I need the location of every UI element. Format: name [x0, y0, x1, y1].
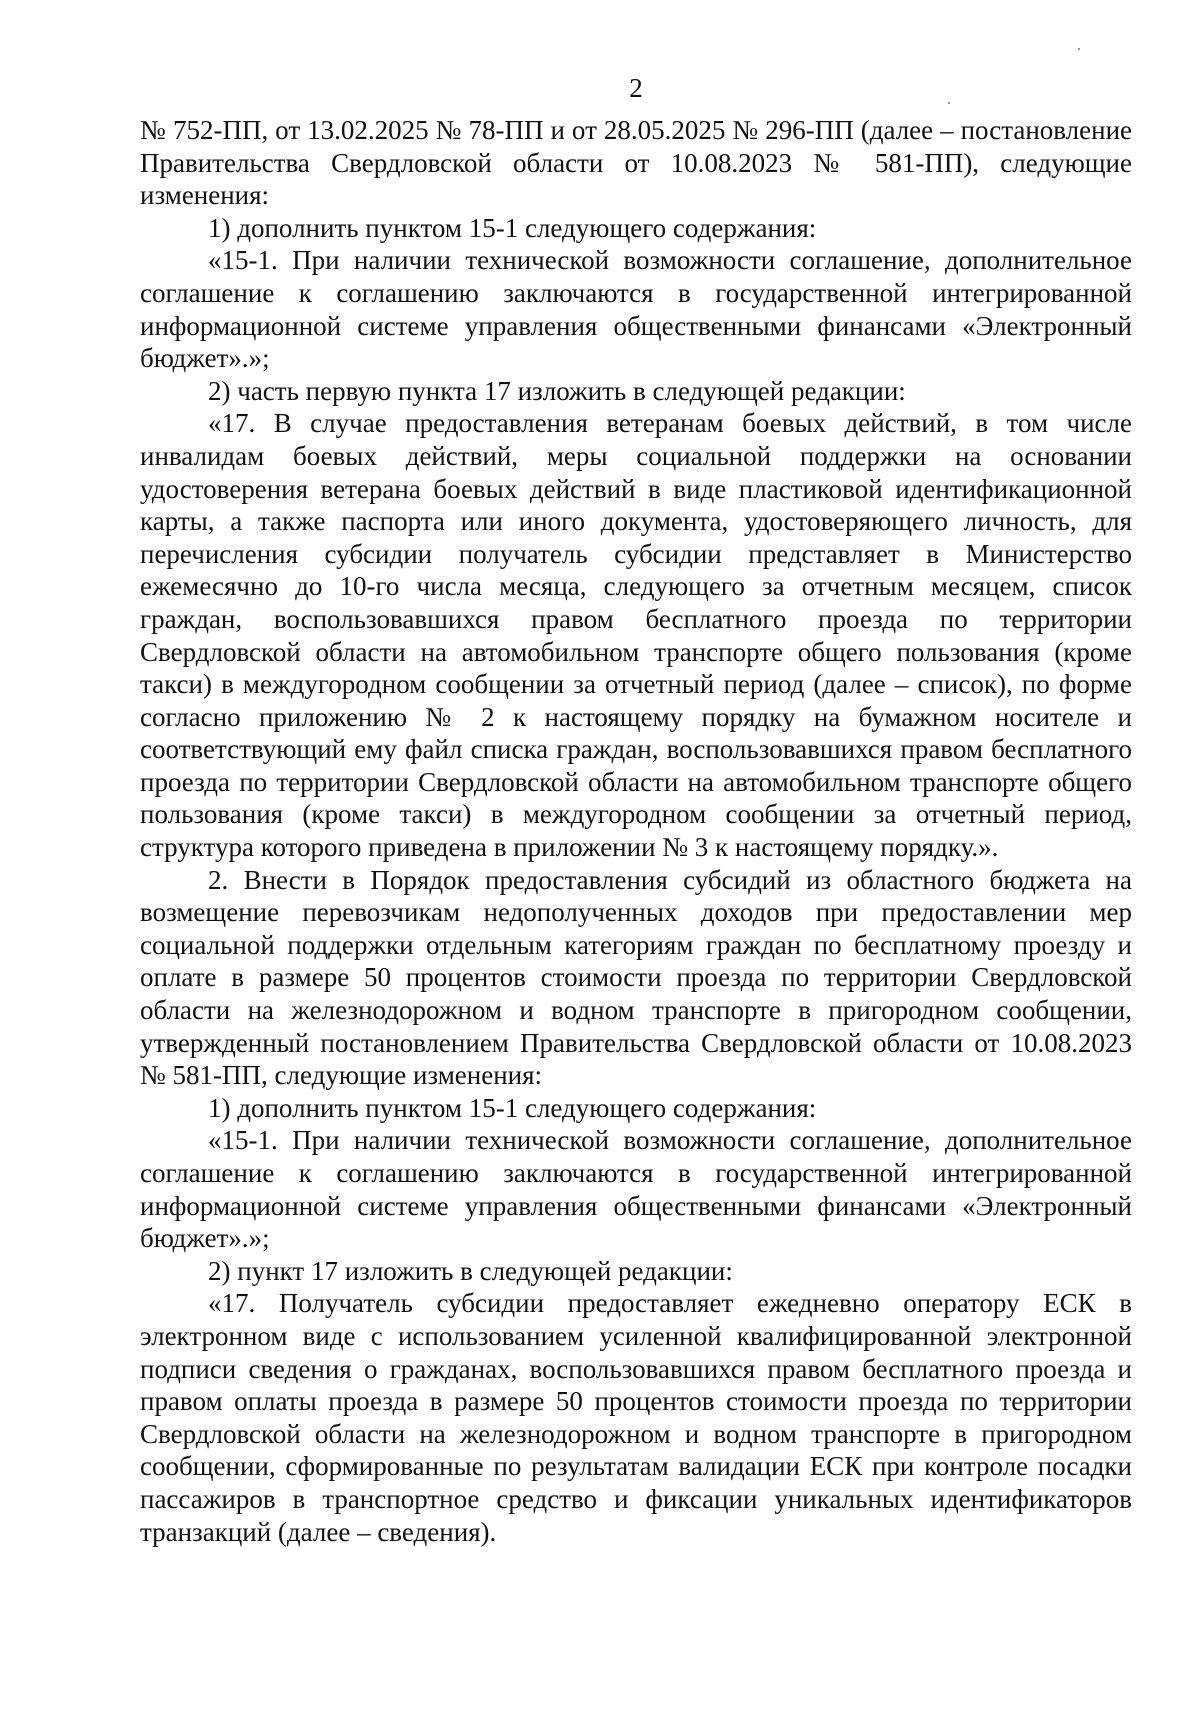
paragraph-quoted-clause-17: «17. Получатель субсидии предоставляет ежедневно оператору ЕСК в электронном виде с использованием усиленной квалифицированной электронной подписи сведения о гражданах, воспользовавшихся правом бесплатного проезда и правом оплаты проезда в размере 50 процентов стоимости проезда по территории Свердловской области на железнодорожном и водном транспорте в пригородном сообщении, сформированные по результатам валидации ЕСК при контроле посадки пассажиров в транспортное средство и фиксации уникальных идентификаторов транзакций (далее – сведения). [140, 1288, 1132, 1547]
paragraph-amendment-item-2: 2) часть первую пункта 17 изложить в следующей редакции: [208, 375, 906, 406]
paragraph-amendment-item-1: 1) дополнить пунктом 15-1 следующего содержания: [208, 1092, 817, 1123]
paragraph-amendment-item-2: 2) пункт 17 изложить в следующей редакции: [208, 1255, 733, 1286]
paragraph-section-2: 2. Внести в Порядок предоставления субсидий из областного бюджета на возмещение перевозчикам недополученных доходов при предоставлении мер социальной поддержки отдельным категориям граждан по бесплатному проезду и оплате в размере 50 процентов стоимости проезда по территории Свердловской области на железнодорожном и водном транспорте в пригородном сообщении, утвержденный постановлением Правительства Свердловской области от 10.08.2023 № 581-ПП, следующие изменения: [140, 864, 1132, 1091]
paragraph-quoted-clause-15-1: «15-1. При наличии технической возможности соглашение, дополнительное соглашение к соглашению заключаются в государственной интегрированной информационной системе управления общественными финансами «Электронный бюджет».»; [140, 1125, 1132, 1254]
page-number: 2 [629, 73, 643, 103]
paragraph-continuation: № 752-ПП, от 13.02.2025 № 78-ПП и от 28.05.2025 № 296-ПП (далее – постановление Правительства Свердловской области от 10.08.2023 № 581-ПП), следующие изменения: [140, 115, 1132, 211]
scan-speck [948, 102, 950, 104]
document-body [140, 114, 1132, 1548]
paragraph-quoted-clause-17: «17. В случае предоставления ветеранам боевых действий, в том числе инвалидам боевых действий, меры социальной поддержки на основании удостоверения ветерана боевых действий в виде пластиковой идентификационной карты, а также паспорта или иного документа, удостоверяющего личность, для перечисления субсидии получатель субсидии представляет в Министерство ежемесячно до 10-го числа месяца, следующего за отчетным месяцем, список граждан, воспользовавшихся правом бесплатного проезда по территории Свердловской области на автомобильном транспорте общего пользования (кроме такси) в междугородном сообщении за отчетный период (далее – список), по форме согласно приложению № 2 к настоящему порядку на бумажном носителе и соответствующий ему файл списка граждан, воспользовавшихся правом бесплатного проезда по территории Свердловской области на автомобильном транспорте общего пользования (кроме такси) в междугородном сообщении за отчетный период, структура которого приведена в приложении № 3 к настоящему порядку.». [140, 408, 1132, 863]
paragraph-quoted-clause-15-1: «15-1. При наличии технической возможности соглашение, дополнительное соглашение к соглашению заключаются в государственной интегрированной информационной системе управления общественными финансами «Электронный бюджет».»; [140, 245, 1132, 374]
paragraph-amendment-item-1: 1) дополнить пунктом 15-1 следующего содержания: [208, 212, 817, 243]
scan-speck [1078, 48, 1080, 50]
